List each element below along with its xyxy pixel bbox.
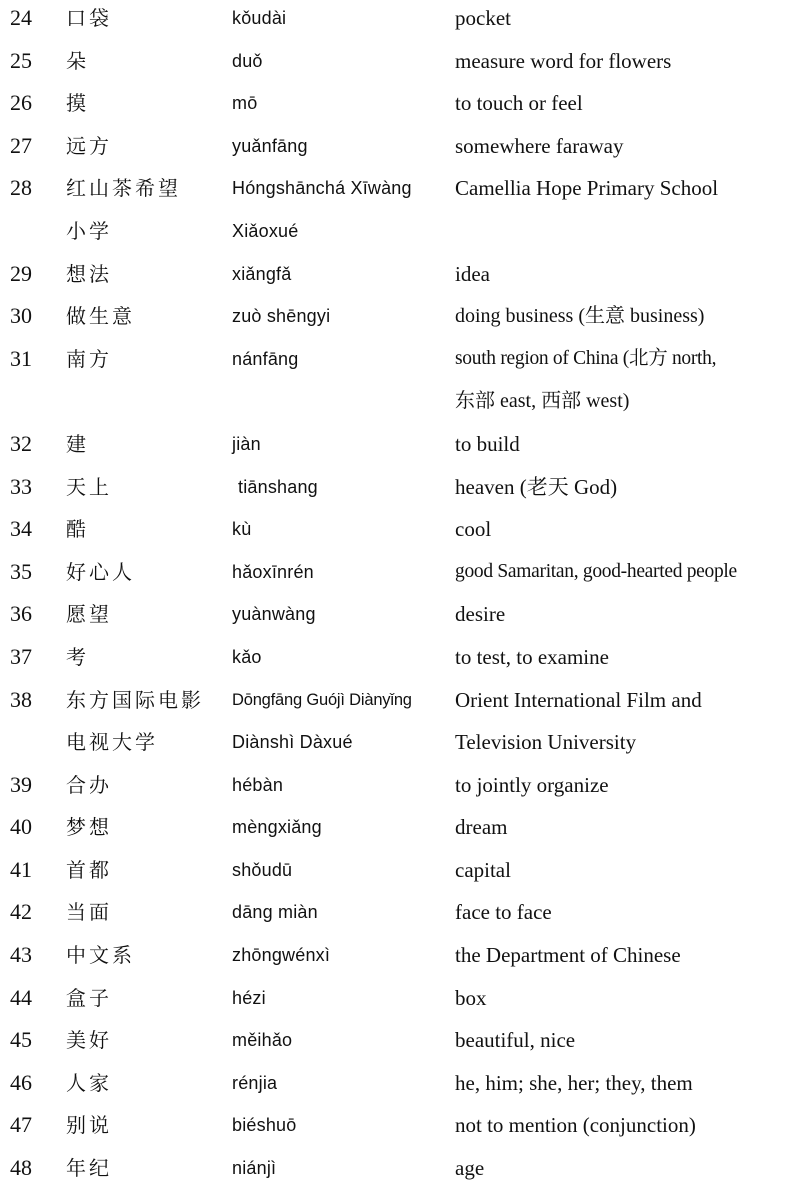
vocab-row-41 xyxy=(0,852,791,895)
entry-hanzi: 朵 xyxy=(66,48,89,73)
entry-pinyin: Hóngshānchá Xīwàng xyxy=(232,178,412,199)
entry-pinyin: dāng miàn xyxy=(232,902,318,923)
entry-number: 24 xyxy=(10,5,32,30)
entry-number: 46 xyxy=(10,1069,32,1095)
vocab-row-38-continued xyxy=(0,724,791,767)
entry-number: 38 xyxy=(10,686,32,712)
entry-pinyin: hǎoxīnrén xyxy=(232,561,314,582)
entry-hanzi: 别说 xyxy=(66,1113,112,1138)
vocab-row-40 xyxy=(0,809,791,852)
vocab-row-33 xyxy=(0,469,791,512)
entry-pinyin: biéshuō xyxy=(232,1115,297,1136)
entry-pinyin: nánfāng xyxy=(232,348,299,369)
entry-english: Camellia Hope Primary School xyxy=(455,176,719,201)
entry-hanzi: 红山茶希望 xyxy=(66,176,181,201)
entry-hanzi: 人家 xyxy=(66,1070,112,1095)
entry-pinyin: yuànwàng xyxy=(232,604,316,625)
entry-pinyin: shǒudū xyxy=(232,859,293,880)
entry-english: the Department of Chinese xyxy=(455,943,681,968)
entry-number: 37 xyxy=(10,643,32,669)
entry-pinyin: zhōngwénxì xyxy=(232,945,331,966)
vocab-row-32 xyxy=(0,426,791,469)
entry-number: 31 xyxy=(10,345,32,371)
entry-hanzi: 东方国际电影 xyxy=(66,687,204,712)
entry-hanzi: 天上 xyxy=(66,474,112,499)
entry-pinyin-continued: Diànshì Dàxué xyxy=(232,732,353,753)
vocab-row-46 xyxy=(0,1065,791,1108)
entry-english: beautiful, nice xyxy=(455,1028,576,1053)
entry-number: 34 xyxy=(10,516,32,542)
entry-english: idea xyxy=(455,261,490,286)
entry-hanzi: 想法 xyxy=(66,261,112,286)
entry-hanzi: 建 xyxy=(66,431,89,456)
entry-hanzi: 首都 xyxy=(66,857,112,882)
entry-english: measure word for flowers xyxy=(455,48,672,73)
entry-number: 43 xyxy=(10,942,32,968)
entry-pinyin: duǒ xyxy=(232,50,263,71)
entry-pinyin: Dōngfāng Guójì Diànyǐng xyxy=(232,690,412,709)
entry-english: to touch or feel xyxy=(455,91,583,116)
vocab-row-31 xyxy=(0,341,791,384)
entry-pinyin: mō xyxy=(232,93,258,114)
entry-hanzi: 好心人 xyxy=(66,559,135,584)
vocab-row-44 xyxy=(0,980,791,1023)
entry-hanzi-continued: 电视大学 xyxy=(66,730,158,755)
entry-english: face to face xyxy=(455,900,552,925)
entry-hanzi: 梦想 xyxy=(66,815,112,840)
entry-number: 41 xyxy=(10,856,32,882)
entry-hanzi: 酷 xyxy=(66,517,89,542)
entry-pinyin: měihǎo xyxy=(232,1030,293,1051)
entry-pinyin: rénjia xyxy=(232,1072,278,1093)
entry-pinyin: tiānshang xyxy=(238,476,318,497)
vocab-row-28-continued xyxy=(0,213,791,256)
vocab-row-27 xyxy=(0,128,791,171)
vocab-row-31-continued xyxy=(0,383,791,426)
entry-number: 36 xyxy=(10,601,32,627)
vocab-row-24 xyxy=(0,0,791,43)
entry-pinyin: kù xyxy=(232,519,252,540)
vocab-row-36 xyxy=(0,596,791,639)
entry-number: 33 xyxy=(10,473,32,499)
entry-pinyin: hézi xyxy=(232,987,266,1008)
vocab-row-25 xyxy=(0,43,791,86)
entry-english: he, him; she, her; they, them xyxy=(455,1070,693,1095)
vocab-row-29 xyxy=(0,256,791,299)
entry-number: 45 xyxy=(10,1027,32,1053)
entry-pinyin-continued: Xiǎoxué xyxy=(232,220,299,241)
entry-hanzi: 愿望 xyxy=(66,602,112,627)
vocab-row-47 xyxy=(0,1107,791,1150)
entry-hanzi: 口袋 xyxy=(66,6,112,30)
entry-english: capital xyxy=(455,857,511,882)
entry-number: 26 xyxy=(10,90,32,116)
entry-number: 39 xyxy=(10,771,32,797)
entry-english: pocket xyxy=(455,6,511,30)
entry-english: box xyxy=(455,985,487,1010)
entry-hanzi: 南方 xyxy=(66,346,112,371)
entry-hanzi: 考 xyxy=(66,644,89,669)
entry-pinyin: kǎo xyxy=(232,646,262,667)
entry-hanzi: 当面 xyxy=(66,900,112,925)
entry-english: Orient International Film and xyxy=(455,687,702,712)
entry-hanzi: 盒子 xyxy=(66,985,112,1010)
vocab-row-34 xyxy=(0,511,791,554)
vocab-row-37 xyxy=(0,639,791,682)
entry-english: to jointly organize xyxy=(455,772,609,797)
entry-pinyin: jiàn xyxy=(232,433,261,454)
vocab-row-26 xyxy=(0,85,791,128)
entry-number: 25 xyxy=(10,47,32,73)
entry-english: not to mention (conjunction) xyxy=(455,1113,696,1138)
entry-pinyin: xiǎngfǎ xyxy=(232,263,292,284)
vocab-row-39 xyxy=(0,767,791,810)
entry-number: 42 xyxy=(10,899,32,925)
entry-english: dream xyxy=(455,815,508,840)
entry-english: cool xyxy=(455,517,492,542)
entry-pinyin: zuò shēngyi xyxy=(232,306,331,327)
entry-pinyin: mèngxiǎng xyxy=(232,817,322,838)
entry-hanzi: 远方 xyxy=(66,133,112,158)
vocab-row-43 xyxy=(0,937,791,980)
entry-hanzi-continued: 小学 xyxy=(66,218,112,243)
entry-hanzi: 合办 xyxy=(66,772,112,797)
entry-english-continued: 东部 east, 西部 west) xyxy=(455,390,630,413)
entry-english: to test, to examine xyxy=(455,644,609,669)
vocab-row-48 xyxy=(0,1150,791,1193)
entry-number: 29 xyxy=(10,260,32,286)
entry-english: age xyxy=(455,1156,485,1181)
entry-number: 30 xyxy=(10,303,32,329)
entry-pinyin: hébàn xyxy=(232,774,284,795)
entry-number: 47 xyxy=(10,1112,32,1138)
entry-english: desire xyxy=(455,602,506,627)
entry-number: 28 xyxy=(10,175,32,201)
vocab-row-35 xyxy=(0,554,791,597)
entry-number: 27 xyxy=(10,132,32,158)
entry-hanzi: 摸 xyxy=(66,91,89,116)
entry-pinyin: kǒudài xyxy=(232,8,287,28)
entry-pinyin: yuǎnfāng xyxy=(232,135,308,156)
vocab-row-30 xyxy=(0,298,791,341)
entry-english: heaven (老天 God) xyxy=(455,474,618,499)
vocab-row-38 xyxy=(0,682,791,725)
vocab-row-45 xyxy=(0,1022,791,1065)
entry-english: somewhere faraway xyxy=(455,133,624,158)
entry-number: 40 xyxy=(10,814,32,840)
entry-english: to build xyxy=(455,431,520,456)
entry-english-continued: Television University xyxy=(455,730,637,755)
entry-hanzi: 中文系 xyxy=(66,943,135,968)
entry-number: 48 xyxy=(10,1155,32,1181)
entry-number: 44 xyxy=(10,984,32,1010)
entry-hanzi: 美好 xyxy=(66,1028,112,1053)
entry-english: south region of China (北方 north, xyxy=(455,347,717,369)
entry-hanzi: 做生意 xyxy=(66,304,135,329)
vocab-row-42 xyxy=(0,894,791,937)
entry-hanzi: 年纪 xyxy=(66,1156,112,1181)
entry-number: 32 xyxy=(10,430,32,456)
entry-english: good Samaritan, good-hearted people xyxy=(455,560,737,582)
vocab-row-28 xyxy=(0,170,791,213)
entry-pinyin: niánjì xyxy=(232,1158,277,1179)
entry-number: 35 xyxy=(10,558,32,584)
entry-english: doing business (生意 business) xyxy=(455,305,705,328)
